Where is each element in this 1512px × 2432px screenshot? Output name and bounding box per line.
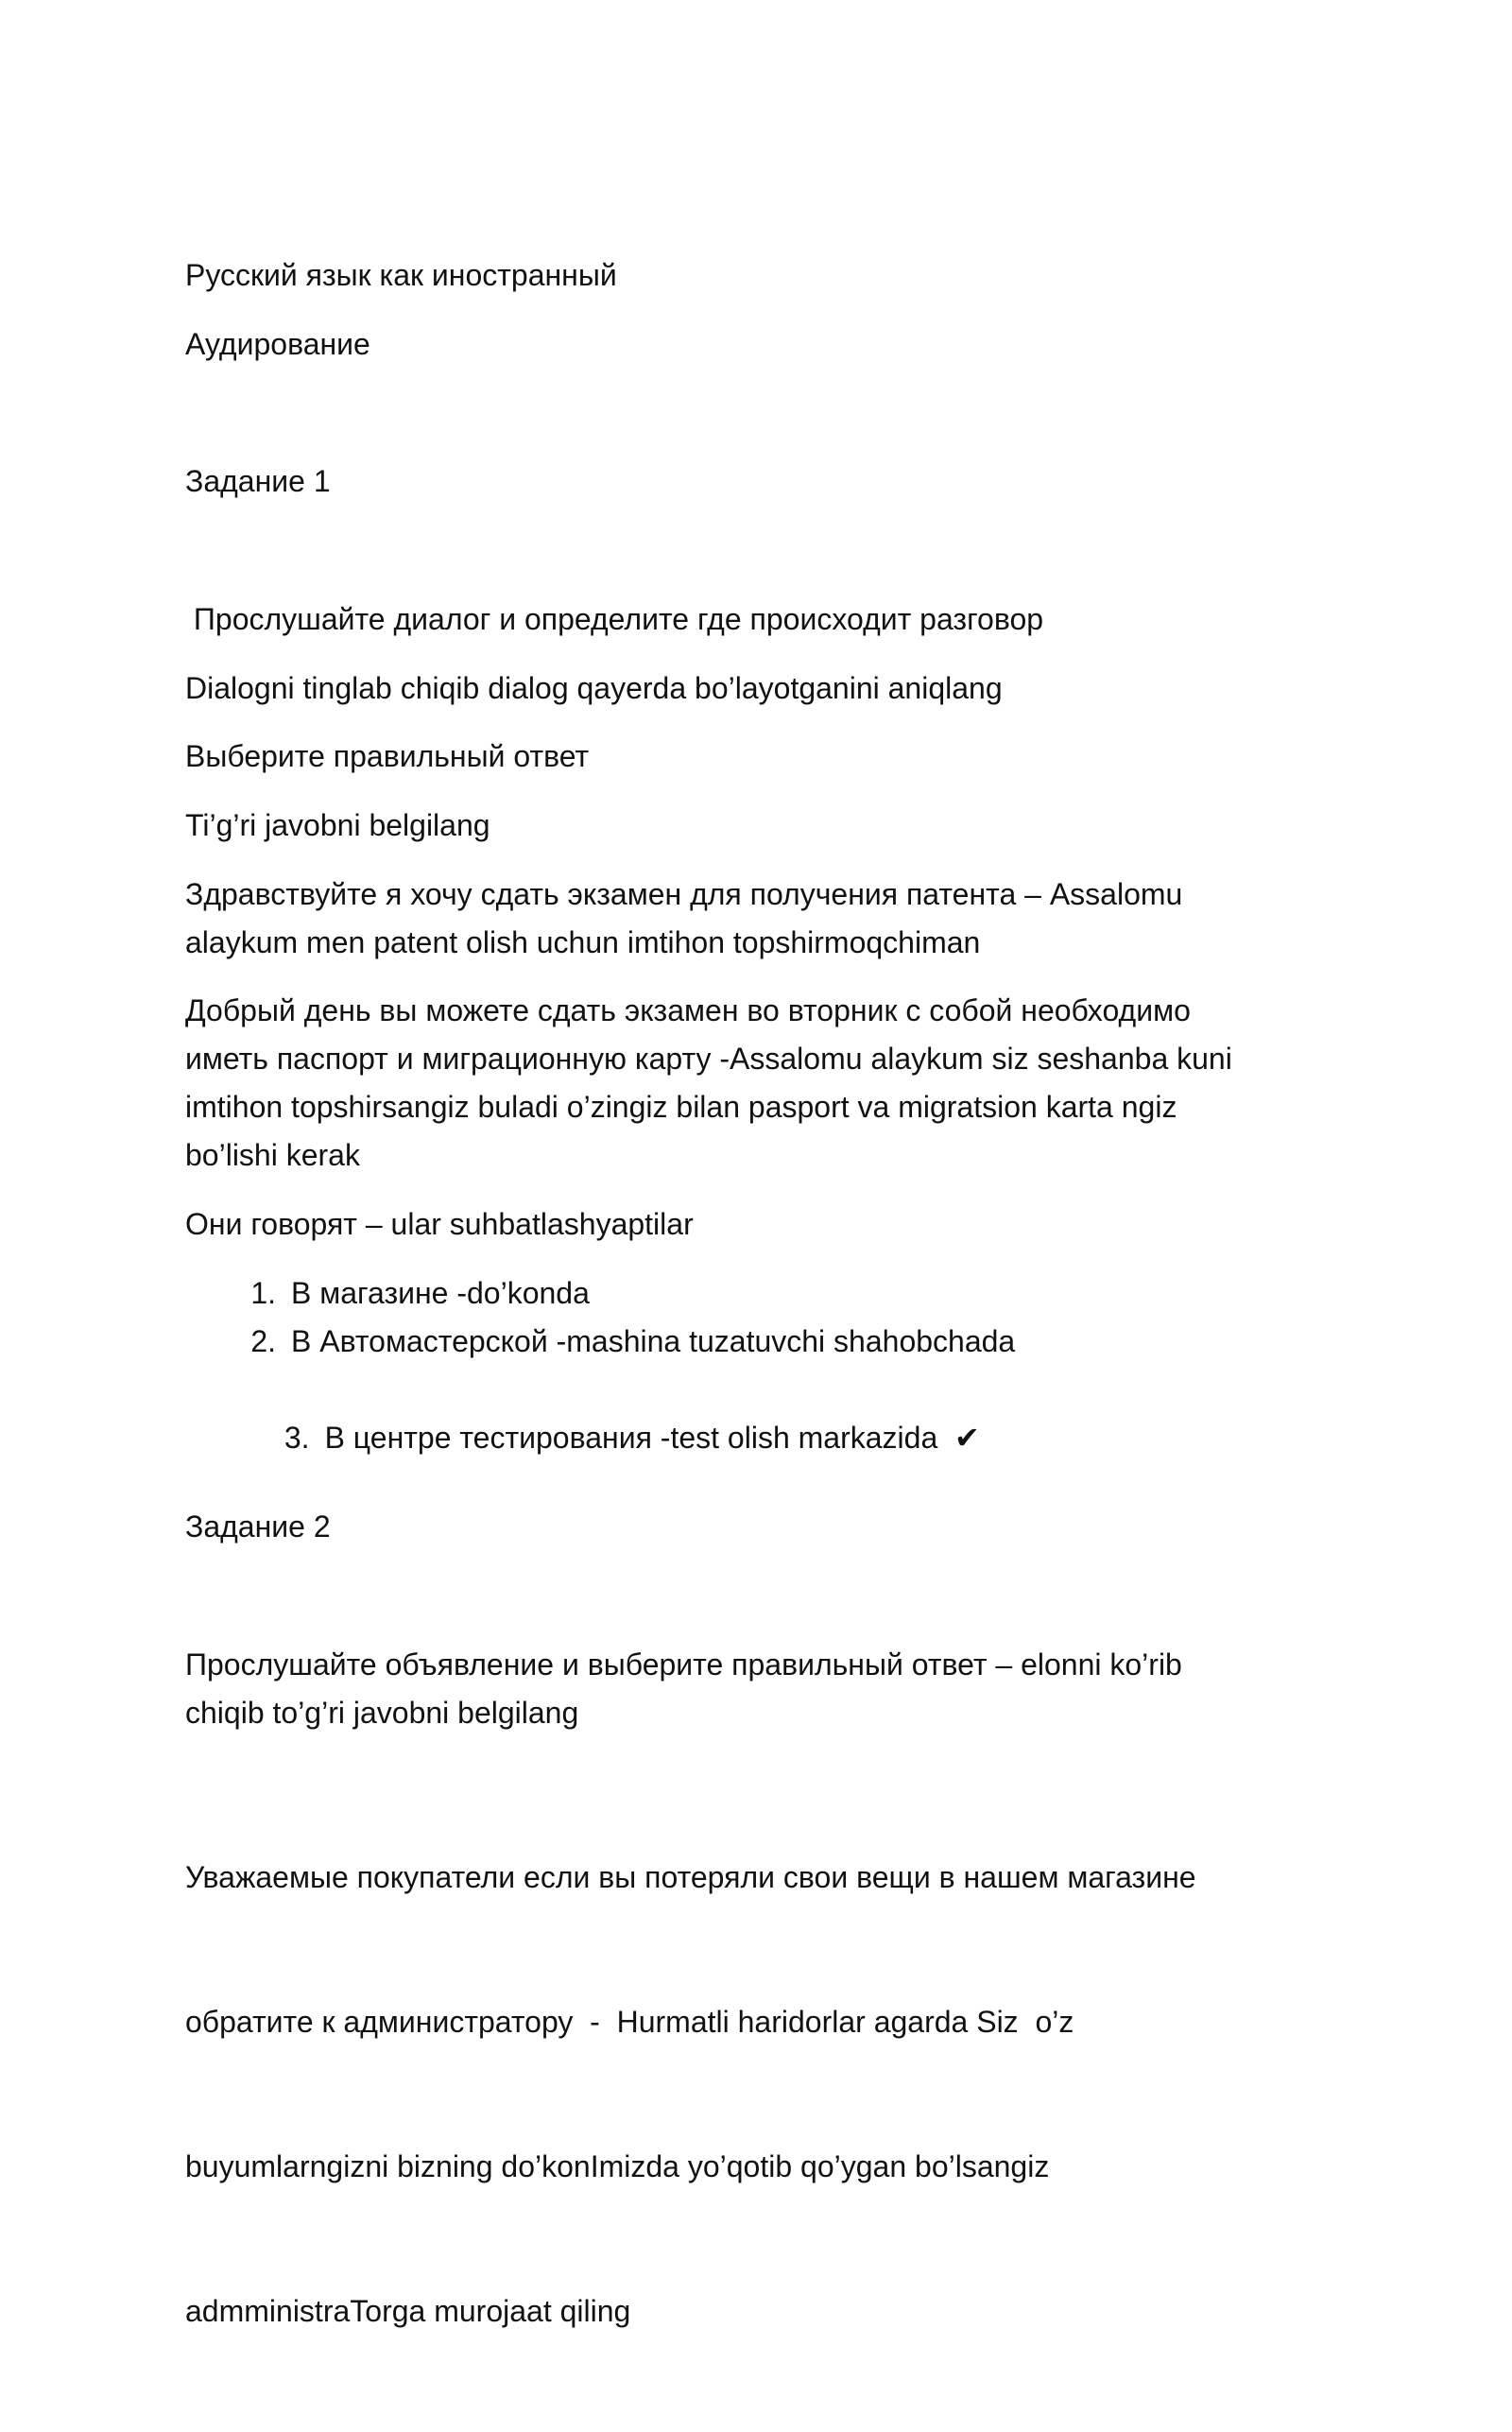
task2-announcement [185, 1757, 1196, 2432]
option-1 [227, 1269, 590, 1318]
option-3 [227, 1366, 980, 1510]
text-line: Уважаемые покупатели если вы потеряли свои вещи в нашем магазине [185, 1860, 1196, 1894]
text-line: alaykum men patent olish uchun imtihon topshirmoqchiman [185, 925, 981, 959]
document-title: Русский язык как иностранный [185, 258, 617, 292]
text-line: Добрый день вы можете сдать экзамен во вторник с собой необходимо [185, 993, 1191, 1027]
option-text: В центре тестирования -test olish markazida ✔ [324, 1421, 980, 1455]
text-line: Здравствуйте я хочу сдать экзамен для получения патента – Assalomu [185, 877, 1183, 911]
text-line: admministraTorga murojaat qiling [185, 2294, 631, 2328]
task2-instruction [185, 1641, 1182, 1737]
option-number: 1. [250, 1276, 276, 1310]
task1-question: Они говорят – ular suhbatlashyaptilar [185, 1207, 694, 1241]
task1-choose-ru: Выберите правильный ответ [185, 739, 590, 773]
option-2 [227, 1318, 1015, 1366]
text-line: buyumlarngizni bizning do’konImizda yo’qotib qo’ygan bo’lsangiz [185, 2149, 1050, 2183]
task2-heading: Задание 2 [185, 1509, 331, 1544]
option-number: 2. [250, 1324, 276, 1358]
task1-instruction-ru: Прослушайте диалог и определите где происходит разговор [185, 602, 1044, 636]
document-subtitle: Аудирование [185, 327, 370, 361]
dialog-line-1 [185, 871, 1182, 967]
text-line: bo’lishi kerak [185, 1138, 360, 1172]
option-text: В Автомастерской -mashina tuzatuvchi shahobchada [291, 1324, 1016, 1358]
text-line: imtihon topshirsangiz buladi o’zingiz bilan pasport va migratsion karta ngiz [185, 1090, 1177, 1124]
option-number: 3. [284, 1421, 310, 1455]
text-line: обратите к администратору - Hurmatli haridorlar agarda Siz o’z [185, 2005, 1074, 2039]
option-text: В магазине -do’konda [291, 1276, 590, 1310]
task1-instruction-uz: Dialogni tinglab chiqib dialog qayerda bo’layotganini aniqlang [185, 671, 1003, 705]
text-line: chiqib to’g’ri javobni belgilang [185, 1696, 579, 1730]
task1-choose-uz: Ti’g’ri javobni belgilang [185, 808, 490, 842]
task1-heading: Задание 1 [185, 464, 331, 498]
dialog-line-2 [185, 987, 1232, 1180]
text-line: иметь паспорт и миграционную карту -Assalomu alaykum siz seshanba kuni [185, 1042, 1232, 1076]
text-line: Прослушайте объявление и выберите правильный ответ – elonni ko’rib [185, 1647, 1182, 1682]
